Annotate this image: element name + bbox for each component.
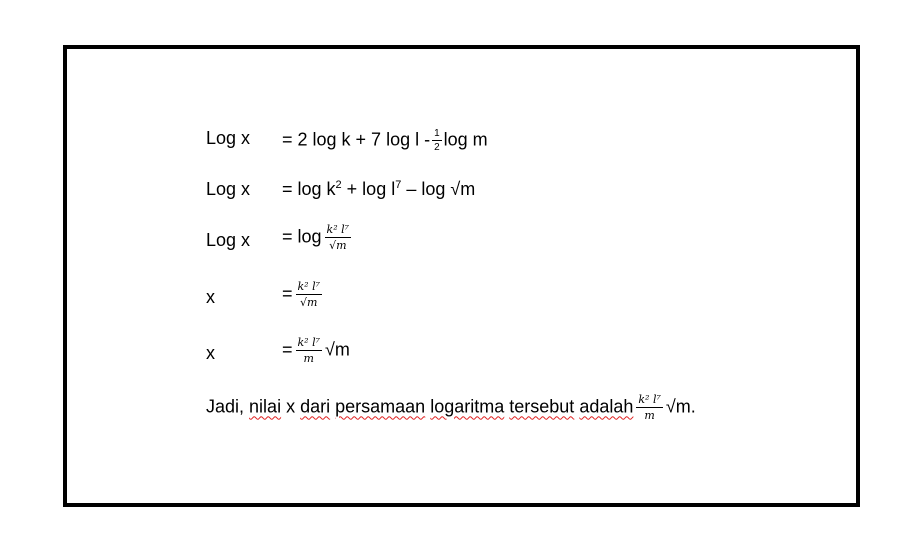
line-3-rhs-a: = log bbox=[282, 226, 322, 247]
half-fraction bbox=[432, 128, 442, 153]
line-2-rhs-a: = log k bbox=[282, 179, 336, 199]
fraction-denominator: m bbox=[644, 409, 655, 422]
line-1-rhs-b: log m bbox=[443, 129, 488, 150]
line-5-lhs: x bbox=[206, 343, 215, 363]
word-nilai: nilai bbox=[249, 396, 282, 417]
line-5-rhs-b: √m bbox=[325, 339, 350, 360]
fraction-numerator: k² l⁷ bbox=[297, 336, 321, 349]
line-2-rhs-b: + log l bbox=[341, 179, 396, 199]
fraction-numerator: k² l⁷ bbox=[638, 393, 661, 406]
word-adalah: adalah bbox=[579, 396, 634, 417]
line-2-rhs bbox=[282, 179, 475, 199]
line-2-rhs-c: – log √m bbox=[401, 179, 476, 199]
line-4-lhs: x bbox=[206, 287, 215, 307]
word-logaritma: logaritma bbox=[430, 396, 505, 417]
line-5-rhs-a: = bbox=[282, 339, 293, 360]
word-jadi: Jadi, bbox=[206, 396, 245, 417]
line-4-rhs bbox=[282, 280, 325, 309]
line-1-rhs-a: = 2 log k + 7 log l - bbox=[282, 129, 431, 150]
half-denominator: 2 bbox=[434, 142, 440, 153]
line-4-rhs-a: = bbox=[282, 283, 293, 304]
half-numerator: 1 bbox=[434, 128, 440, 139]
fraction-denominator: m bbox=[303, 352, 314, 365]
equation-frame bbox=[63, 45, 860, 507]
line-2-lhs: Log x bbox=[206, 179, 251, 199]
word-persamaan: persamaan bbox=[335, 396, 426, 417]
conclusion-tail: √m. bbox=[665, 396, 696, 417]
conclusion-fraction bbox=[636, 393, 663, 422]
conclusion-sentence bbox=[206, 393, 696, 422]
word-dari: dari bbox=[300, 396, 331, 417]
exponent-7: 7 bbox=[395, 179, 402, 191]
fraction bbox=[296, 280, 323, 309]
exponent-2: 2 bbox=[335, 179, 342, 191]
line-3-lhs: Log x bbox=[206, 230, 251, 250]
word-tersebut: tersebut bbox=[509, 396, 575, 417]
word-x: x bbox=[286, 396, 296, 417]
fraction-denominator: √m bbox=[300, 296, 318, 309]
fraction bbox=[296, 336, 323, 365]
line-1-rhs bbox=[282, 128, 488, 153]
fraction-denominator: √m bbox=[329, 239, 347, 252]
line-1-lhs: Log x bbox=[206, 128, 251, 148]
fraction-numerator: k² l⁷ bbox=[297, 280, 321, 293]
fraction bbox=[325, 223, 352, 252]
line-3-rhs bbox=[282, 223, 354, 252]
fraction-numerator: k² l⁷ bbox=[326, 223, 350, 236]
line-5-rhs bbox=[282, 336, 350, 365]
